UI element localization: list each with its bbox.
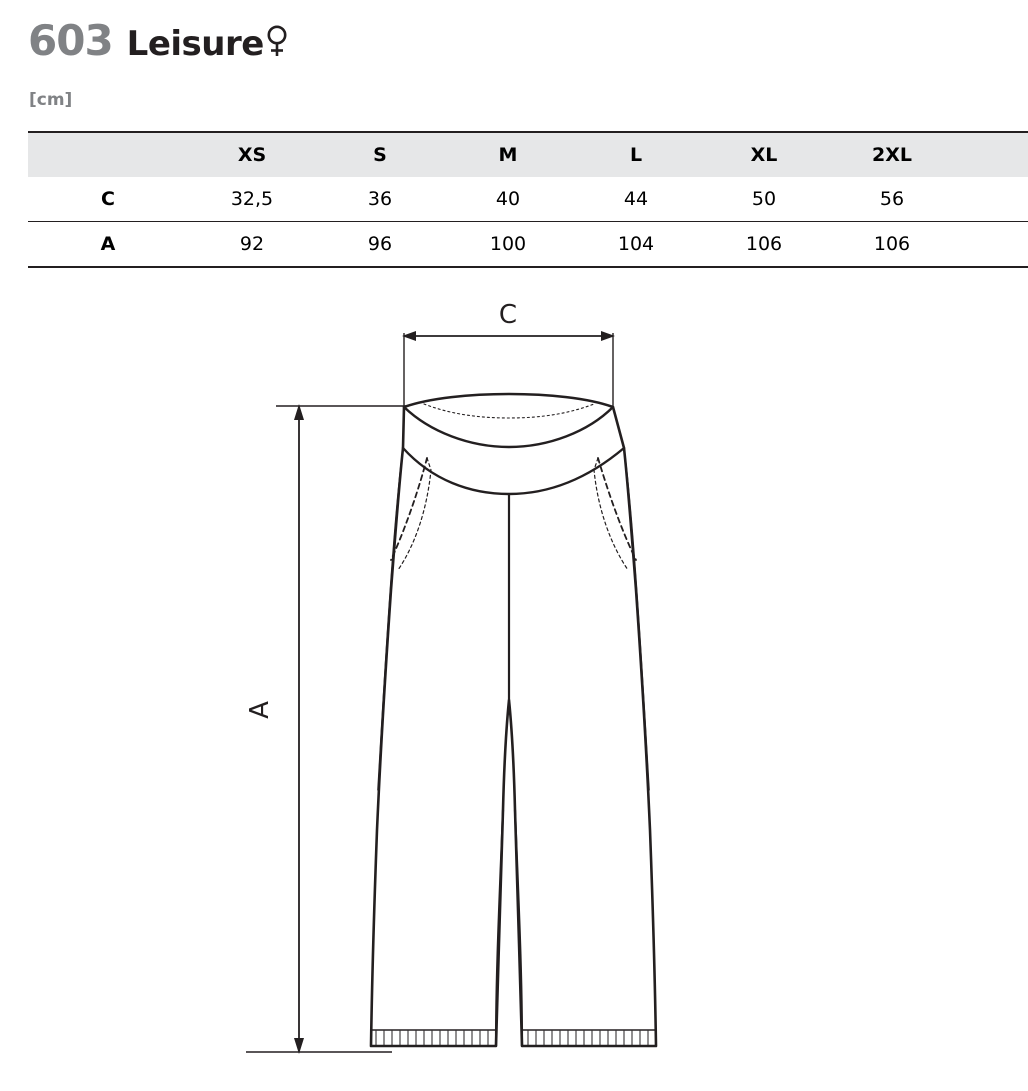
column-header-xs: XS: [188, 132, 316, 177]
dimension-a-label: A: [245, 701, 275, 719]
table-row: [28, 177, 1028, 222]
cell-a-2xl: 106: [873, 233, 911, 255]
female-symbol-icon: [266, 24, 288, 64]
cell-c-xs: 32,5: [230, 188, 274, 210]
table-corner-cell: [28, 132, 188, 177]
column-header-l: L: [572, 132, 700, 177]
column-header-2xl: 2XL: [828, 132, 956, 177]
trousers-outline: [371, 394, 656, 1046]
column-header-spacer: [956, 132, 1028, 177]
cell-a-spacer: [956, 222, 1028, 268]
cell-a-s: 96: [367, 233, 393, 255]
cell-c-spacer: [956, 177, 1028, 222]
page-header: [28, 16, 288, 65]
dimension-c-label: C: [498, 300, 518, 330]
column-header-m: M: [444, 132, 572, 177]
page-title: [126, 21, 288, 64]
size-table-body: [28, 177, 1028, 267]
size-table: [28, 131, 1028, 268]
table-row: [28, 222, 1028, 268]
unit-label: [cm]: [29, 90, 73, 110]
column-header-s: S: [316, 132, 444, 177]
cell-c-s: 36: [367, 188, 393, 210]
cell-c-l: 44: [623, 188, 649, 210]
product-name: Leisure: [126, 24, 264, 64]
cell-c-xl: 50: [751, 188, 777, 210]
cell-a-l: 104: [617, 233, 655, 255]
row-label-a: A: [100, 233, 116, 255]
trousers-illustration: [371, 394, 656, 1046]
size-table-head: [28, 132, 1028, 177]
cell-a-xl: 106: [745, 233, 783, 255]
column-header-xl: XL: [700, 132, 828, 177]
cell-a-xs: 92: [239, 233, 265, 255]
row-label-c: C: [101, 188, 115, 210]
technical-drawing: [0, 270, 1028, 1091]
product-code: 603: [28, 16, 113, 65]
cell-a-m: 100: [489, 233, 527, 255]
cell-c-m: 40: [495, 188, 521, 210]
cell-c-2xl: 56: [879, 188, 905, 210]
table-header-row: [28, 132, 1028, 177]
